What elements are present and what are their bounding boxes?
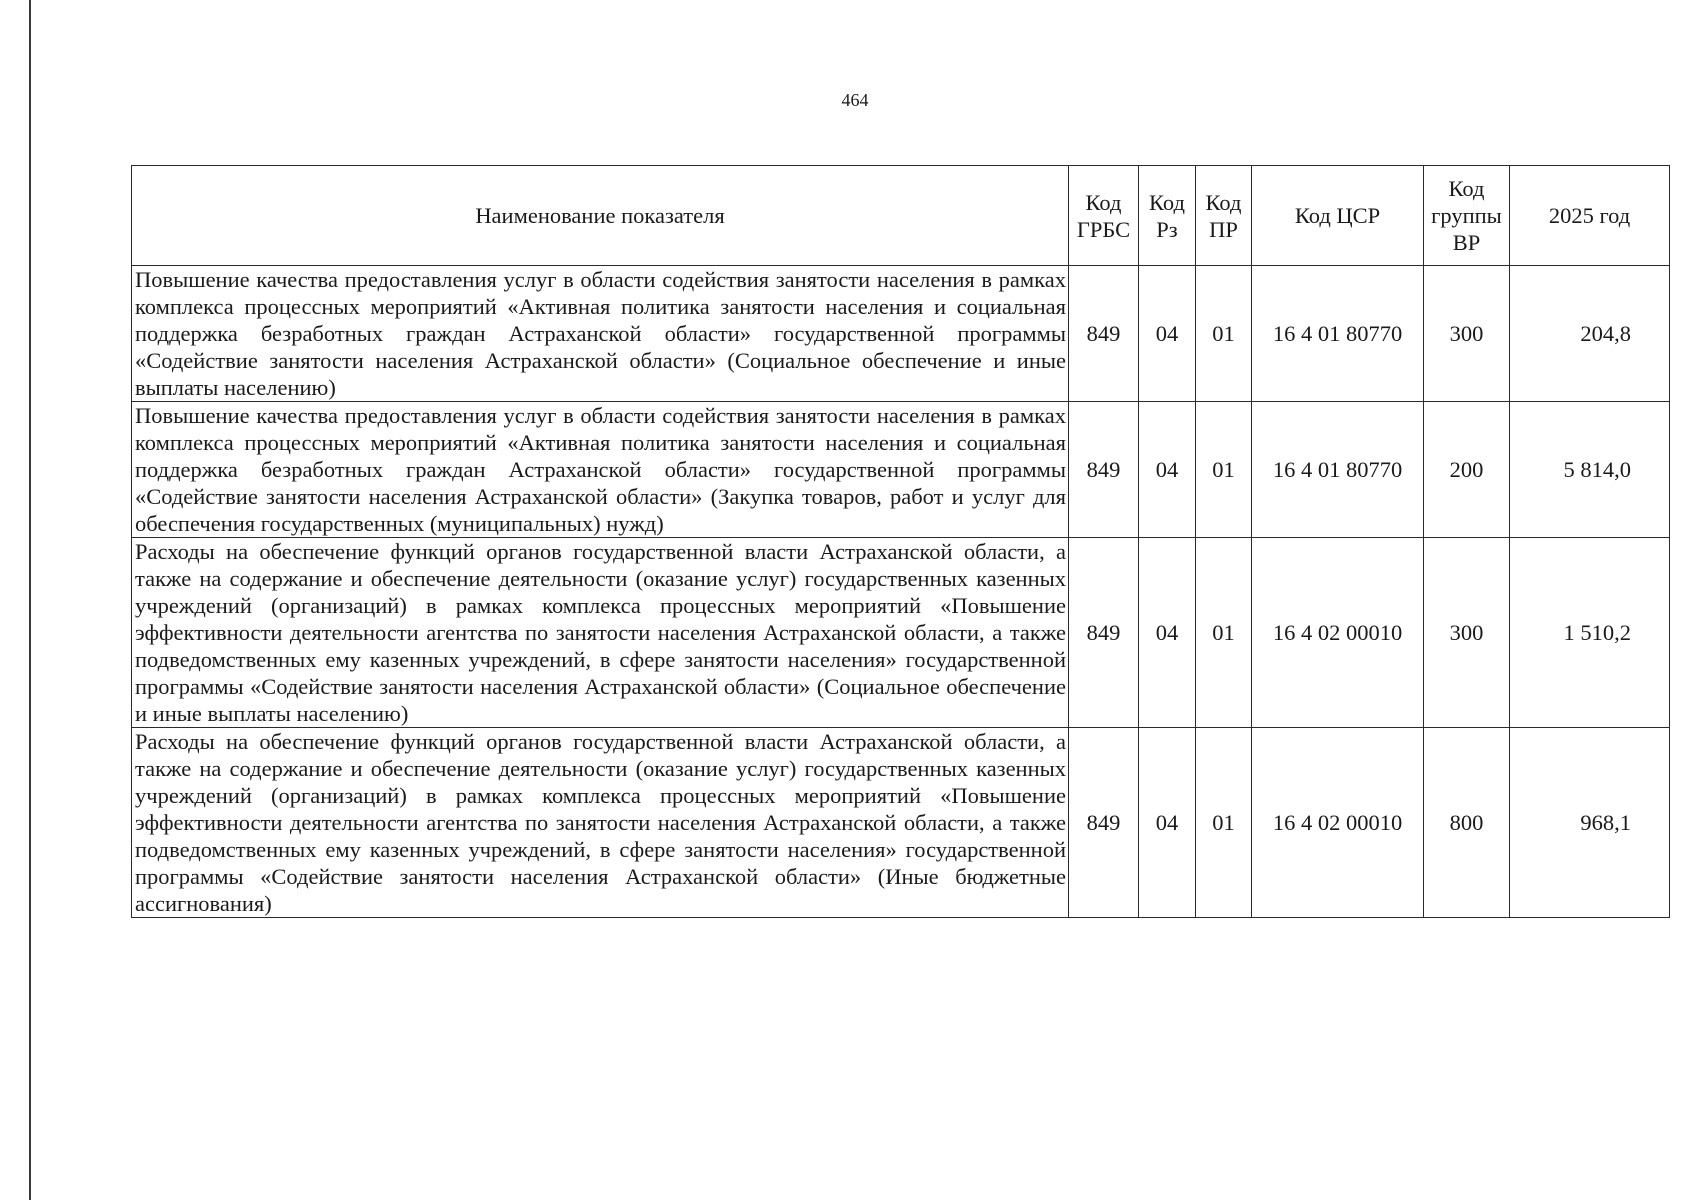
row-pr: 01 xyxy=(1196,266,1252,402)
scan-edge-line xyxy=(29,0,31,1200)
row-name: Расходы на обеспечение функций органов государственной власти Астраханской области, а также на содержание и обеспечение деятельности (оказание услуг) государственных казенных учреждений (организаций) в рамках комплекса процессных мероприятий «Повышение эффективности деятельности агентства по занятости населения Астраханской области, а также подведомственных ему казенных учреждений, в сфере занятости населения» государственной программы «Содействие занятости населения Астраханской области» (Иные бюджетные ассигнования) xyxy=(132,728,1069,918)
row-grbs: 849 xyxy=(1069,266,1139,402)
row-value: 204,8 xyxy=(1510,266,1670,402)
row-pr: 01 xyxy=(1196,538,1252,728)
row-value: 1 510,2 xyxy=(1510,538,1670,728)
row-rz: 04 xyxy=(1139,728,1196,918)
row-pr: 01 xyxy=(1196,402,1252,538)
row-csr: 16 4 02 00010 xyxy=(1252,728,1424,918)
table-row xyxy=(132,402,1670,538)
table-header-row xyxy=(132,166,1670,266)
row-value: 5 814,0 xyxy=(1510,402,1670,538)
header-name: Наименование показателя xyxy=(132,166,1069,266)
table-row xyxy=(132,266,1670,402)
row-rz: 04 xyxy=(1139,266,1196,402)
table-row xyxy=(132,728,1670,918)
row-csr: 16 4 01 80770 xyxy=(1252,266,1424,402)
header-grbs: Код ГРБС xyxy=(1069,166,1139,266)
budget-table xyxy=(131,165,1670,918)
row-value: 968,1 xyxy=(1510,728,1670,918)
row-rz: 04 xyxy=(1139,538,1196,728)
header-year: 2025 год xyxy=(1510,166,1670,266)
row-pr: 01 xyxy=(1196,728,1252,918)
row-grbs: 849 xyxy=(1069,402,1139,538)
row-csr: 16 4 01 80770 xyxy=(1252,402,1424,538)
row-vr: 800 xyxy=(1424,728,1510,918)
header-rz: Код Рз xyxy=(1139,166,1196,266)
row-vr: 300 xyxy=(1424,266,1510,402)
header-pr: Код ПР xyxy=(1196,166,1252,266)
header-vr: Код группы ВР xyxy=(1424,166,1510,266)
row-vr: 200 xyxy=(1424,402,1510,538)
page-number: 464 xyxy=(841,90,869,110)
row-grbs: 849 xyxy=(1069,728,1139,918)
row-name: Расходы на обеспечение функций органов государственной власти Астраханской области, а также на содержание и обеспечение деятельности (оказание услуг) государственных казенных учреждений (организаций) в рамках комплекса процессных мероприятий «Повышение эффективности деятельности агентства по занятости населения Астраханской области, а также подведомственных ему казенных учреждений, в сфере занятости населения» государственной программы «Содействие занятости населения Астраханской области» (Социальное обеспечение и иные выплаты населению) xyxy=(132,538,1069,728)
row-name: Повышение качества предоставления услуг в области содействия занятости населения в рамках комплекса процессных мероприятий «Активная политика занятости населения и социальная поддержка безработных граждан Астраханской области» государственной программы «Содействие занятости населения Астраханской области» (Закупка товаров, работ и услуг для обеспечения государственных (муниципальных) нужд) xyxy=(132,402,1069,538)
table-row xyxy=(132,538,1670,728)
row-grbs: 849 xyxy=(1069,538,1139,728)
row-vr: 300 xyxy=(1424,538,1510,728)
header-csr: Код ЦСР xyxy=(1252,166,1424,266)
row-name: Повышение качества предоставления услуг в области содействия занятости населения в рамках комплекса процессных мероприятий «Активная политика занятости населения и социальная поддержка безработных граждан Астраханской области» государственной программы «Содействие занятости населения Астраханской области» (Социальное обеспечение и иные выплаты населению) xyxy=(132,266,1069,402)
row-rz: 04 xyxy=(1139,402,1196,538)
row-csr: 16 4 02 00010 xyxy=(1252,538,1424,728)
